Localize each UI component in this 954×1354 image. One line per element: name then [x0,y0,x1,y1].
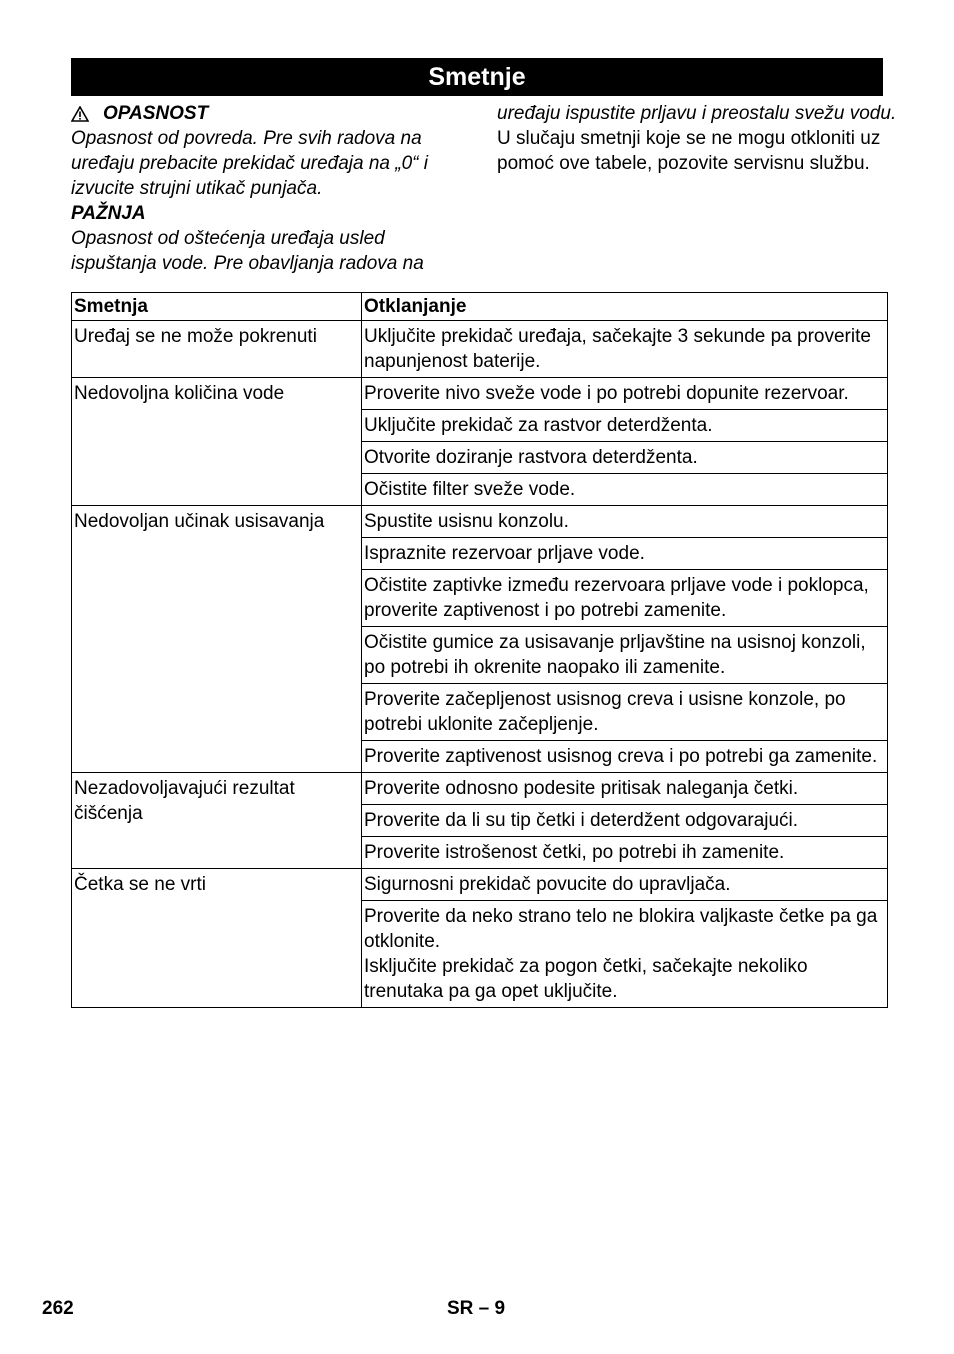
warning-triangle-icon [71,106,89,122]
fault-cell: Uređaj se ne može pokrenuti [72,321,362,378]
remedy-cell: Uključite prekidač uređaja, sačekajte 3 sekunde pa proverite napunjenost baterije. [362,321,888,378]
table-row [72,321,888,378]
header-remedy: Otklanjanje [362,293,888,321]
fault-cell: Četka se ne vrti [72,869,362,1008]
warnings-right-column [497,101,897,176]
remedy-line: Proverite da neko strano telo ne blokira valjkaste četke pa ga otklonite. [364,906,878,952]
remedy-cell: Proverite da li su tip četki i deterdžent odgovarajući. [362,805,888,837]
table-row [72,869,888,901]
fault-cell: Nezadovoljavajući rezultat čišćenja [72,773,362,869]
remedy-cell: Očistite gumice za usisavanje prljavštine na usisnoj konzoli, po potrebi ih okrenite naopako ili zamenite. [362,627,888,684]
remedy-line: Isključite prekidač za pogon četki, sačekajte nekoliko trenutaka pa ga opet uključite. [364,956,808,1002]
page-code: SR – 9 [447,1298,506,1319]
page-title: Smetnje [71,58,883,96]
service-note: U slučaju smetnji koje se ne mogu otkloniti uz pomoć ove tabele, pozovite servisnu službu. [497,128,881,174]
troubleshooting-table [71,292,888,1008]
remedy-cell: Proverite nivo sveže vode i po potrebi dopunite rezervoar. [362,378,888,410]
remedy-cell: Uključite prekidač za rastvor deterdženta. [362,410,888,442]
table-row [72,378,888,410]
remedy-cell: Proverite istrošenost četki, po potrebi ih zamenite. [362,837,888,869]
remedy-cell [362,901,888,1008]
table-row [72,506,888,538]
remedy-cell: Ispraznite rezervoar prljave vode. [362,538,888,570]
table-body [72,321,888,1008]
remedy-cell: Spustite usisnu konzolu. [362,506,888,538]
caution-label: PAŽNJA [71,203,146,224]
remedy-cell: Proverite zaptivenost usisnog creva i po potrebi ga zamenite. [362,741,888,773]
danger-heading [71,101,471,126]
remedy-cell: Proverite začepljenost usisnog creva i usisne konzole, po potrebi uklonite začepljenje. [362,684,888,741]
danger-text: Opasnost od povreda. Pre svih radova na uređaju prebacite prekidač uređaja na „0“ i izvucite strujni utikač punjača. [71,128,428,199]
table-header-row [72,293,888,321]
fault-cell: Nedovoljan učinak usisavanja [72,506,362,773]
header-fault: Smetnja [72,293,362,321]
danger-label: OPASNOST [103,103,209,124]
remedy-cell: Otvorite doziranje rastvora deterdženta. [362,442,888,474]
fault-cell: Nedovoljna količina vode [72,378,362,506]
remedy-cell: Proverite odnosno podesite pritisak naleganja četki. [362,773,888,805]
remedy-cell: Očistite zaptivke između rezervoara prljave vode i poklopca, proverite zaptivenost i po potrebi zamenite. [362,570,888,627]
remedy-cell: Sigurnosni prekidač povucite do upravljača. [362,869,888,901]
caution-text: Opasnost od oštećenja uređaja usled ispuštanja vode. Pre obavljanja radova na [71,228,424,274]
remedy-cell: Očistite filter sveže vode. [362,474,888,506]
caution-text-continued: uređaju ispustite prljavu i preostalu svežu vodu. [497,103,897,124]
page-number: 262 [42,1298,74,1319]
table-row [72,773,888,805]
warnings-left-column [71,101,471,276]
